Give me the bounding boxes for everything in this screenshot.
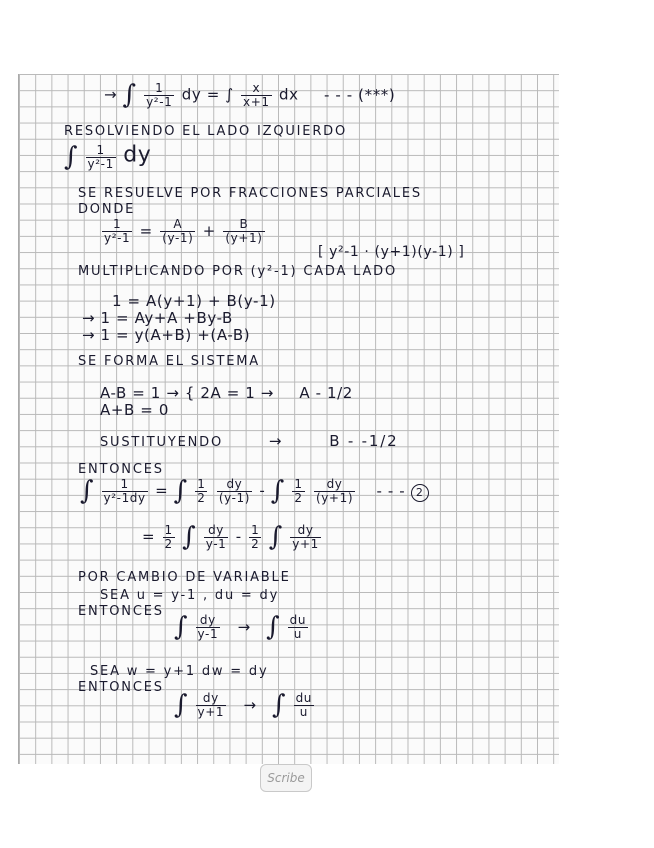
system-equation-1: A-B = 1 → { 2A = 1 → A - 1/2 [100,384,353,402]
integral-sign-icon: ∫ [174,690,189,720]
arrow: → [104,85,118,104]
integral-sign-icon: ∫ [182,522,197,552]
bleed-through-text [430,170,435,184]
integral-simplified: = $\frac{1}{2}$ ∫ $\frac{dy}{y-1}$ - $\frac{1}{2}$ ∫ $\frac{dy}{y+1}$ [142,522,319,552]
factor-bracket: [ y²-1 · (y+1)(y-1) ] [318,244,465,260]
fraction: $\frac{dy}{y+1}$ [292,522,319,551]
fraction: $\frac{x}{x+1}$ [243,80,270,109]
equation-number-badge: 2 [411,484,429,502]
fraction: $\frac{A}{(y-1)}$ [162,217,194,245]
equation-expand-1: 1 = A(y+1) + B(y-1) [112,292,276,310]
fraction: $\frac{1}{2}$ [294,476,303,505]
text-entonces-2: ENTONCES [78,604,164,619]
text-cambio-variable: POR CAMBIO DE VARIABLE [78,570,291,585]
heading-resolviendo: RESOLVIENDO EL LADO IZQUIERDO [64,124,347,139]
fraction: $\frac{du}{u}$ [289,612,307,641]
substitution-u: ∫ $\frac{dy}{y-1}$ → ∫ $\frac{du}{u}$ [174,612,307,642]
grid-paper [18,74,559,764]
fraction: $\frac{1}{2}$ [164,522,173,551]
integral-sign-icon: ∫ [122,80,137,110]
fraction: $\frac{1}{\text{y²-1dy}}$ [103,476,146,505]
text-donde: DONDE [78,202,136,217]
text-sea-w: SEA w = y+1 dw = dy [90,664,269,679]
partial-fraction-equation: $\frac{1}{\text{y²-1}}$ = $\frac{A}{(y-1)}$ + $\frac{B}{(y+1)}$ [104,217,263,245]
integral-sign-icon: ∫ [266,612,281,642]
integral-sign-icon: ∫ [80,476,95,506]
text-entonces: ENTONCES [78,462,164,477]
text-fracciones: SE RESUELVE POR FRACCIONES PARCIALES [78,186,422,201]
scribd-logo: Scribe [260,764,312,792]
fraction: $\frac{dy}{(y+1)}$ [315,476,354,505]
text-entonces-3: ENTONCES [78,680,164,695]
fraction: $\frac{dy}{y-1}$ [197,612,219,641]
fraction: $\frac{1}{\text{y²-1}}$ [104,217,131,245]
text-multiplicando: MULTIPLICANDO POR (y²-1) CADA LADO [78,264,397,279]
integral-sign-icon: ∫ [272,690,287,720]
text-sea-u: SEA u = y-1 , du = dy [100,588,280,603]
equation-expand-2: → 1 = Ay+A +By-B [82,309,233,327]
fraction: $\frac{1}{\text{y²-1}}$ [87,142,114,171]
fraction: $\frac{1}{2}$ [197,476,206,505]
integral-split-equation: ∫ $\frac{1}{\text{y²-1dy}}$ = ∫ $\frac{1}{2}$ $\frac{dy}{(y-1)}$ - ∫ $\frac{1}{2}$ $\frac{dy}{(y+1)}$ - - - 2 [80,476,429,506]
integral-sign-icon: ∫ [173,476,188,506]
integral-main: ∫ $\frac{1}{\text{y²-1}}$ dy [64,142,152,172]
integral-sign-icon: ∫ [270,476,285,506]
fraction: $\frac{dy}{y-1}$ [205,522,227,551]
text-sistema: SE FORMA EL SISTEMA [78,354,260,369]
equation-expand-3: → 1 = y(A+B) +(A-B) [82,326,251,344]
substitution-w: ∫ $\frac{dy}{y+1}$ → ∫ $\frac{du}{u}$ [174,690,313,720]
fraction: $\frac{du}{u}$ [295,690,313,719]
equation-tag: - - - (***) [324,85,396,104]
equation-line-1: → ∫ $\frac{1}{\text{y²-1}}$ dy = ∫ $\frac{x}{x+1}$ dx - - - (***) [104,80,396,110]
integral-sign-icon: ∫ [174,612,189,642]
fraction: $\frac{dy}{(y-1)}$ [218,476,251,505]
system-equation-2: A+B = 0 [100,401,169,419]
fraction: $\frac{dy}{y+1}$ [197,690,225,719]
fraction: $\frac{1}{2}$ [251,522,260,551]
integral-sign-icon: ∫ [64,142,79,172]
text-sustituyendo: SUSTITUYENDO → B - -1/2 [100,432,399,450]
fraction: $\frac{B}{(y+1)}$ [225,217,263,245]
integral-sign-icon: ∫ [268,522,283,552]
fraction: $\frac{1}{\text{y²-1}}$ [146,80,173,109]
